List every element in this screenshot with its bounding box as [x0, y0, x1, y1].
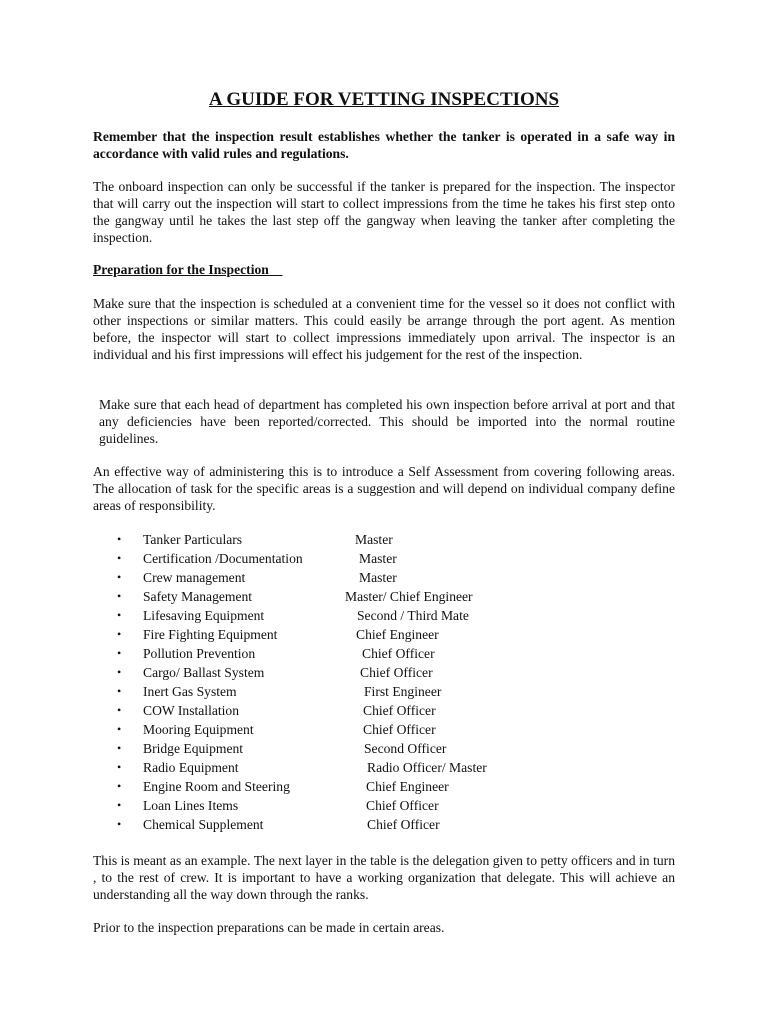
bullet-icon: • [117, 779, 122, 793]
bullet-icon: • [117, 817, 122, 831]
area-responsible: Chief Officer [367, 817, 440, 832]
responsibility-row [117, 701, 637, 720]
paragraph-self-assessment: An effective way of administering this is to introduce a Self Assessment from covering following areas. The allocation of task for the specific areas is a suggestion and will depend on individual company define areas of responsibility. [93, 464, 675, 513]
responsibility-list [117, 530, 637, 834]
responsibility-row [117, 663, 637, 682]
area-name: Fire Fighting Equipment [143, 627, 278, 642]
area-responsible: Master [359, 570, 397, 585]
bullet-icon: • [117, 798, 122, 812]
area-responsible: Chief Engineer [356, 627, 439, 642]
area-name: Loan Lines Items [143, 798, 239, 813]
paragraph-delegation: This is meant as an example. The next layer in the table is the delegation given to petty officers and in turn , to the rest of crew. It is important to have a working organization that delegate. This will achieve an understanding all the way down through the ranks. [93, 853, 675, 902]
area-responsible: Chief Officer [360, 665, 433, 680]
responsibility-row [117, 606, 637, 625]
area-responsible: First Engineer [364, 684, 442, 699]
area-responsible: Chief Officer [362, 646, 435, 661]
responsibility-row [117, 587, 637, 606]
responsibility-row [117, 720, 637, 739]
bullet-icon: • [117, 760, 122, 774]
bullet-icon: • [117, 703, 122, 717]
bullet-icon: • [117, 589, 122, 603]
bullet-icon: • [117, 551, 122, 565]
area-name: Bridge Equipment [143, 741, 244, 756]
bullet-icon: • [117, 627, 122, 641]
paragraph-scheduling: Make sure that the inspection is scheduled at a convenient time for the vessel so it does not conflict with other inspections or similar matters. This could easily be arrange through the port agent. As mention before, the inspector will start to collect impressions immediately upon arrival. The inspector is an individual and his first impressions will effect his judgement for the rest of the inspection. [93, 296, 675, 362]
area-responsible: Radio Officer/ Master [367, 760, 487, 775]
responsibility-row [117, 644, 637, 663]
area-responsible: Chief Officer [363, 722, 436, 737]
area-name: Inert Gas System [143, 684, 237, 699]
responsibility-row [117, 758, 637, 777]
area-name: Radio Equipment [143, 760, 239, 775]
area-name: Engine Room and Steering [143, 779, 290, 794]
area-responsible: Master [359, 551, 397, 566]
paragraph-onboard-inspection: The onboard inspection can only be successful if the tanker is prepared for the inspection. The inspector that will carry out the inspection will start to collect impressions from the time he takes his first step onto the gangway until he takes the last step off the gangway when leaving the tanker after completing the inspection. [93, 179, 675, 245]
area-name: Chemical Supplement [143, 817, 264, 832]
responsibility-row [117, 530, 637, 549]
bullet-icon: • [117, 570, 122, 584]
area-name: Lifesaving Equipment [143, 608, 265, 623]
responsibility-row [117, 739, 637, 758]
area-responsible: Chief Officer [363, 703, 436, 718]
area-responsible: Second / Third Mate [357, 608, 469, 623]
responsibility-row [117, 777, 637, 796]
area-name: Certification /Documentation [143, 551, 303, 566]
intro-statement: Remember that the inspection result establishes whether the tanker is operated in a safe way in accordance with valid rules and regulations. [93, 129, 675, 161]
bullet-icon: • [117, 665, 122, 679]
area-responsible: Master/ Chief Engineer [345, 589, 473, 604]
area-responsible: Chief Officer [366, 798, 439, 813]
area-name: COW Installation [143, 703, 240, 718]
responsibility-row [117, 625, 637, 644]
responsibility-row [117, 549, 637, 568]
area-name: Pollution Prevention [143, 646, 256, 661]
area-name: Safety Management [143, 589, 253, 604]
bullet-icon: • [117, 608, 122, 622]
bullet-icon: • [117, 684, 122, 698]
area-name: Cargo/ Ballast System [143, 665, 265, 680]
area-name: Crew management [143, 570, 246, 585]
paragraph-prior-preparations: Prior to the inspection preparations can be made in certain areas. [93, 920, 445, 935]
area-name: Mooring Equipment [143, 722, 254, 737]
document-title: A GUIDE FOR VETTING INSPECTIONS [208, 89, 560, 110]
area-responsible: Chief Engineer [366, 779, 449, 794]
section-heading-preparation: Preparation for the Inspection [93, 262, 283, 277]
bullet-icon: • [117, 741, 122, 755]
bullet-icon: • [117, 722, 122, 736]
bullet-icon: • [117, 646, 122, 660]
responsibility-row [117, 796, 637, 815]
responsibility-row [117, 682, 637, 701]
paragraph-department-heads: Make sure that each head of department has completed his own inspection before arrival at port and that any deficiencies have been reported/corrected. This should be imported into the normal routine guidelines. [99, 397, 675, 446]
area-responsible: Master [355, 532, 393, 547]
bullet-icon: • [117, 532, 122, 546]
area-name: Tanker Particulars [143, 532, 243, 547]
responsibility-row [117, 568, 637, 587]
responsibility-row [117, 815, 637, 834]
area-responsible: Second Officer [364, 741, 447, 756]
